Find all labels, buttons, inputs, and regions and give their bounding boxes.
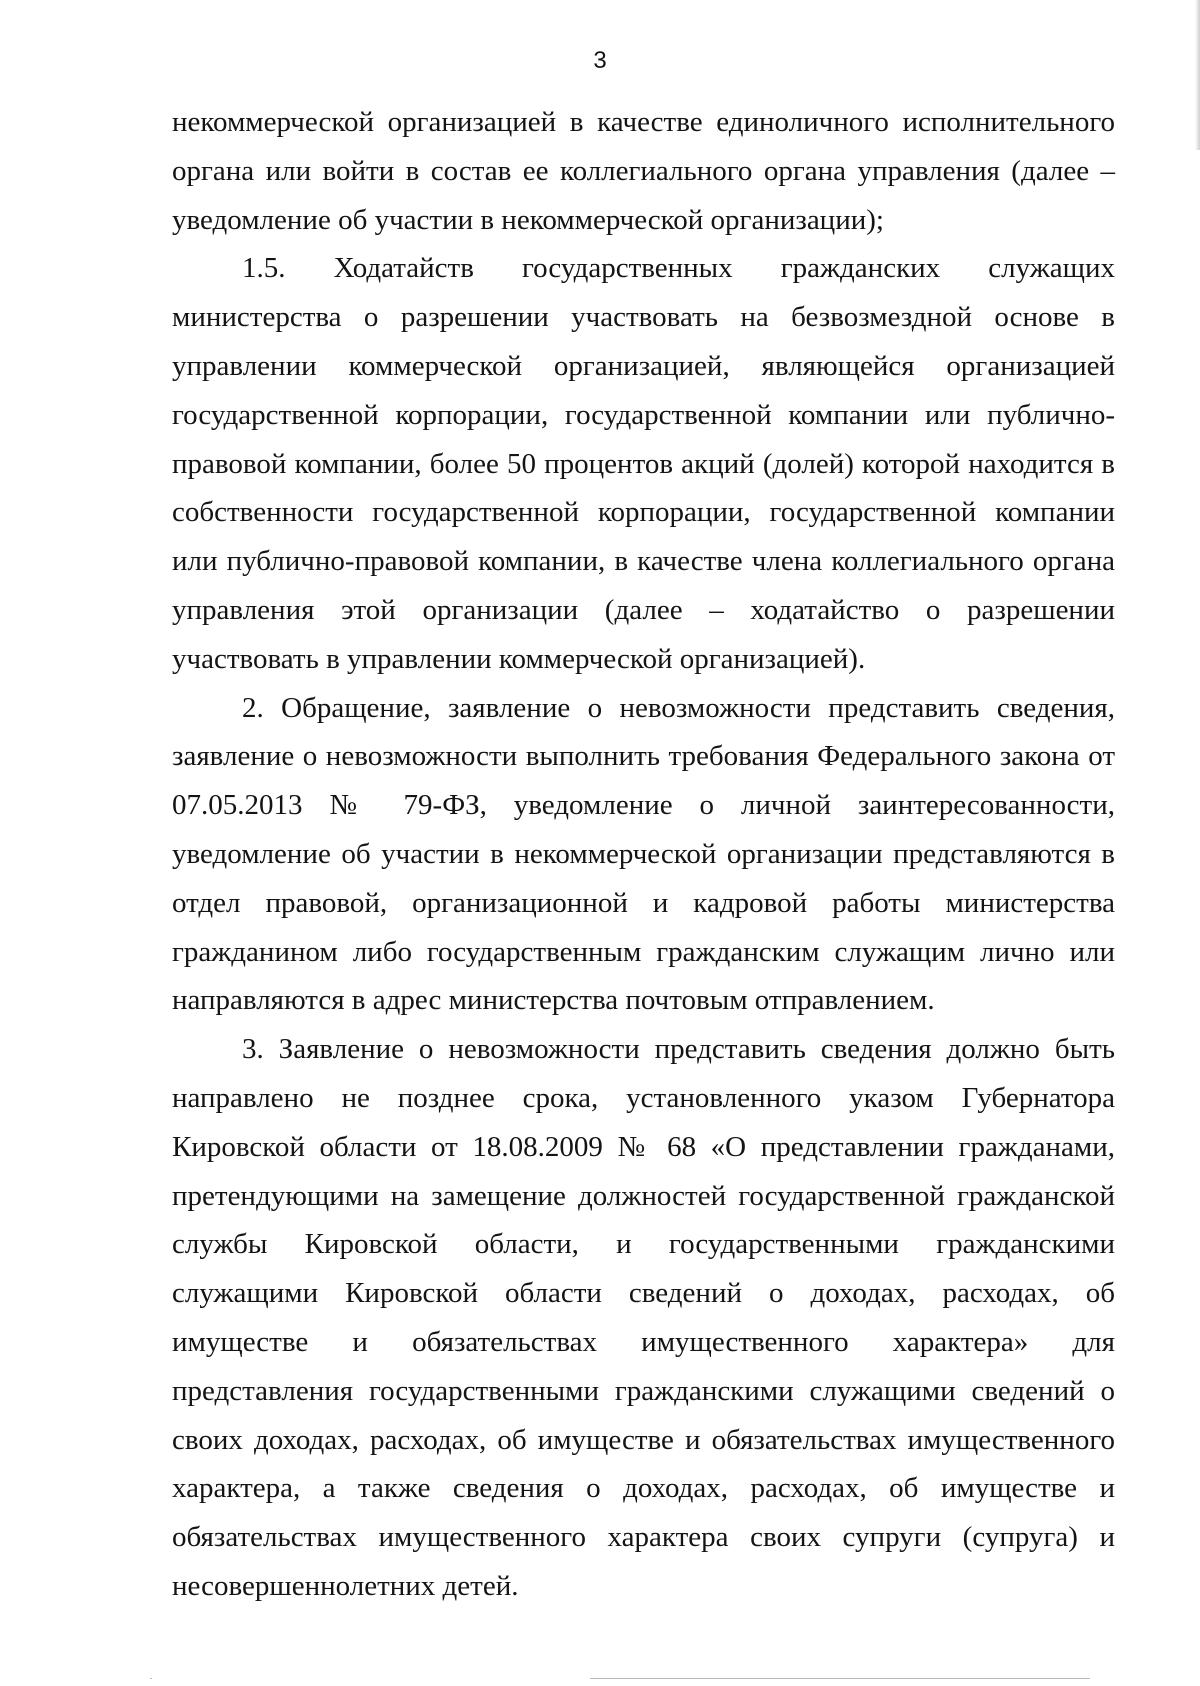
paragraph-2: 2. Обращение, заявление о невозможности представить сведения, заявление о невозможности выполнить требования Федерального закона от 07.05.2013 № 79-ФЗ, уведомление о личной заинтересованности, уведомление об участии в некоммерческой организации представляются в отдел правовой, организационной и кадровой работы министерства гражданином либо государственным гражданским служащим лично или направляются в адрес министерства почтовым отправлением. [172, 691, 1115, 1017]
paragraph-3: 3. Заявление о невозможности представить сведения должно быть направлено не позднее срока, установленного указом Губернатора Кировской области от 18.08.2009 № 68 «О представлении гражданами, претендующими на замещение должностей государственной гражданской службы Кировской области, и государственными гражданскими служащими Кировской области сведений о доходах, расходах, об имуществе и обязательствах имущественного характера» для представления государственными гражданскими служащими сведений о своих доходах, расходах, об имуществе и обязательствах имущественного характера, а также сведения о доходах, расходах, об имуществе и обязательствах имущественного характера своих супруги (супруга) и несовершеннолетних детей. [172, 1033, 1115, 1602]
scan-edge-shadow [1195, 0, 1200, 150]
page-number: 3 [593, 47, 607, 74]
paragraph-1-5: 1.5. Ходатайств государственных гражданских служащих министерства о разрешении участвовать на безвозмездной основе в управлении коммерческой организацией, являющейся организацией государственной корпорации, государственной компании или публично-правовой компании, более 50 процентов акций (долей) которой находится в собственности государственной корпорации, государственной компании или публично-правовой компании, в качестве члена коллегиального органа управления этой организации (далее – ходатайство о разрешении участвовать в управлении коммерческой организацией). [172, 252, 1115, 675]
document-body [172, 98, 1115, 1611]
scan-mark-left [150, 1678, 152, 1679]
scan-mark-bottom [590, 1678, 1090, 1679]
paragraph-continuation: некоммерческой организацией в качестве единоличного исполнительного органа или войти в состав ее коллегиального органа управления (далее – уведомление об участии в некоммерческой организации); [172, 106, 1115, 236]
